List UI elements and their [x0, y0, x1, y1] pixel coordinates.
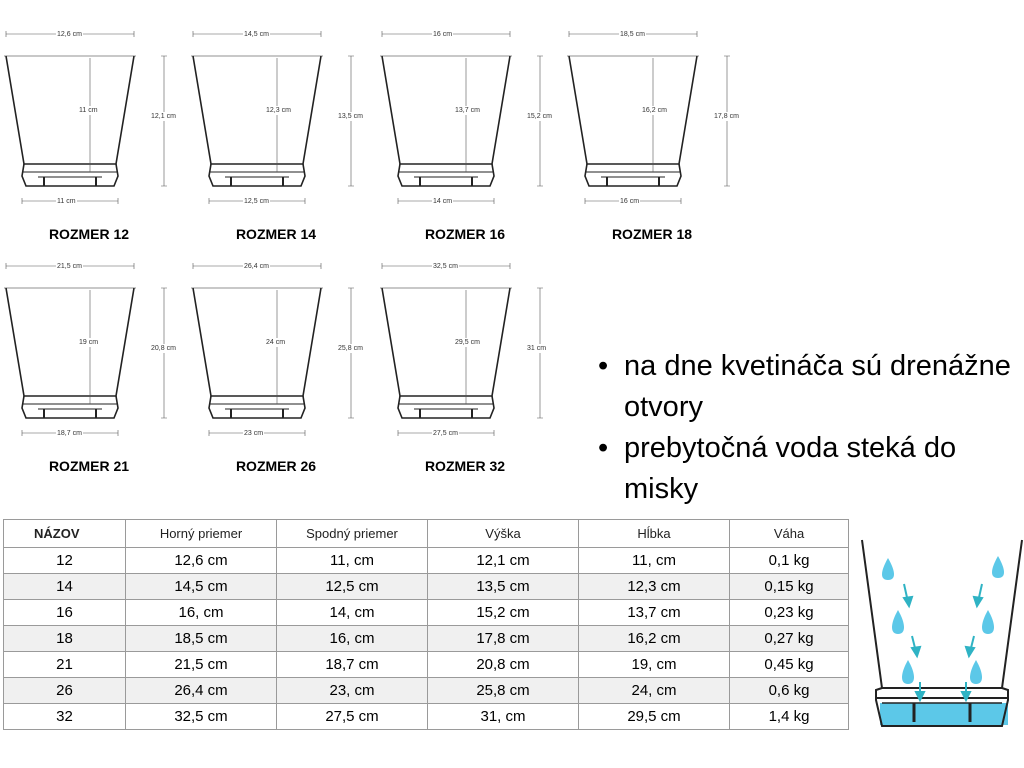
table-cell: 13,5 cm [428, 574, 579, 600]
table-header-row [4, 520, 849, 548]
table-cell: 26 [4, 678, 126, 704]
table-cell: 0,15 kg [730, 574, 849, 600]
pot-size-name: ROZMER 16 [424, 226, 506, 242]
pot-size-name: ROZMER 26 [235, 458, 317, 474]
table-cell: 26,4 cm [126, 678, 277, 704]
drainage-diagram-svg [860, 538, 1024, 734]
pot-outline-svg [380, 258, 560, 448]
pot-drawing [4, 26, 189, 266]
pot-size-name: ROZMER 14 [235, 226, 317, 242]
table-cell: 16, cm [277, 626, 428, 652]
bottom-diameter-label: 18,7 cm [57, 430, 82, 437]
table-row [4, 600, 849, 626]
height-label: 12,1 cm [151, 113, 176, 120]
table-cell: 15,2 cm [428, 600, 579, 626]
top-diameter-label: 12,6 cm [57, 31, 82, 38]
table-cell: 11, cm [277, 548, 428, 574]
table-cell: 0,1 kg [730, 548, 849, 574]
table-row [4, 574, 849, 600]
table-cell: 1,4 kg [730, 704, 849, 730]
table-cell: 14 [4, 574, 126, 600]
table-cell: 20,8 cm [428, 652, 579, 678]
pot-size-name: ROZMER 18 [611, 226, 693, 242]
table-cell: 0,45 kg [730, 652, 849, 678]
table-cell: 14,5 cm [126, 574, 277, 600]
pot-outline-svg [567, 26, 747, 216]
table-cell: 17,8 cm [428, 626, 579, 652]
table-cell: 12,1 cm [428, 548, 579, 574]
table-cell: 11, cm [579, 548, 730, 574]
depth-label: 11 cm [79, 107, 98, 114]
table-cell: 29,5 cm [579, 704, 730, 730]
water-drop-icons [882, 556, 1004, 684]
table-cell: 27,5 cm [277, 704, 428, 730]
pot-size-name: ROZMER 12 [48, 226, 130, 242]
col-header-weight: Váha [730, 520, 849, 548]
depth-label: 13,7 cm [455, 107, 480, 114]
table-row [4, 548, 849, 574]
pot-drawing [567, 26, 752, 266]
table-cell: 16 [4, 600, 126, 626]
col-header-name: NÁZOV [4, 520, 126, 548]
table-body [4, 548, 849, 730]
col-header-height: Výška [428, 520, 579, 548]
pot-drawing [380, 258, 565, 498]
table-cell: 12,5 cm [277, 574, 428, 600]
table-cell: 21,5 cm [126, 652, 277, 678]
depth-label: 24 cm [266, 339, 286, 346]
table-cell: 25,8 cm [428, 678, 579, 704]
bottom-diameter-label: 12,5 cm [244, 198, 269, 205]
bottom-diameter-label: 16 cm [620, 198, 640, 205]
table-cell: 24, cm [579, 678, 730, 704]
table-row [4, 678, 849, 704]
water-in-tray [880, 703, 1008, 725]
table-cell: 31, cm [428, 704, 579, 730]
table-row [4, 626, 849, 652]
pot-outline-svg [4, 258, 184, 448]
table-cell: 18 [4, 626, 126, 652]
col-header-top-diameter: Horný priemer [126, 520, 277, 548]
col-header-depth: Hĺbka [579, 520, 730, 548]
drainage-notes [598, 346, 1018, 510]
depth-label: 16,2 cm [642, 107, 667, 114]
table-row [4, 704, 849, 730]
table-cell: 0,6 kg [730, 678, 849, 704]
height-label: 20,8 cm [151, 345, 176, 352]
pot-size-name: ROZMER 21 [48, 458, 130, 474]
table-cell: 32,5 cm [126, 704, 277, 730]
table-row [4, 652, 849, 678]
pot-size-name: ROZMER 32 [424, 458, 506, 474]
table-cell: 18,5 cm [126, 626, 277, 652]
table-cell: 0,23 kg [730, 600, 849, 626]
size-table [3, 519, 849, 730]
arrow-icons [904, 584, 982, 700]
col-header-bottom-diameter: Spodný priemer [277, 520, 428, 548]
height-label: 15,2 cm [527, 113, 552, 120]
pot-outline-svg [191, 258, 371, 448]
top-diameter-label: 26,4 cm [244, 263, 269, 270]
table-cell: 16,2 cm [579, 626, 730, 652]
table-cell: 32 [4, 704, 126, 730]
pot-drawing [191, 258, 376, 498]
height-label: 31 cm [527, 345, 547, 352]
top-diameter-label: 18,5 cm [620, 31, 645, 38]
bottom-diameter-label: 14 cm [433, 198, 453, 205]
bottom-diameter-label: 23 cm [244, 430, 264, 437]
table-cell: 18,7 cm [277, 652, 428, 678]
table-cell: 19, cm [579, 652, 730, 678]
depth-label: 19 cm [79, 339, 99, 346]
drainage-diagram [860, 538, 1024, 734]
pot-outline-svg [4, 26, 184, 216]
pot-drawing [4, 258, 189, 498]
bullet-excess-water: • prebytočná voda steká do misky [598, 428, 1018, 510]
pot-drawing [380, 26, 565, 266]
bottom-diameter-label: 11 cm [57, 198, 76, 205]
table-cell: 16, cm [126, 600, 277, 626]
table-cell: 12,3 cm [579, 574, 730, 600]
pot-drawing [191, 26, 376, 266]
depth-label: 12,3 cm [266, 107, 291, 114]
table-cell: 13,7 cm [579, 600, 730, 626]
top-diameter-label: 32,5 cm [433, 263, 458, 270]
depth-label: 29,5 cm [455, 339, 480, 346]
top-diameter-label: 21,5 cm [57, 263, 82, 270]
height-label: 25,8 cm [338, 345, 363, 352]
table-cell: 23, cm [277, 678, 428, 704]
top-diameter-label: 16 cm [433, 31, 453, 38]
bottom-diameter-label: 27,5 cm [433, 430, 458, 437]
top-diameter-label: 14,5 cm [244, 31, 269, 38]
table-cell: 0,27 kg [730, 626, 849, 652]
table-cell: 12 [4, 548, 126, 574]
bullet-drainage-holes: • na dne kvetináča sú drenážne otvory [598, 346, 1018, 428]
pot-outline-svg [380, 26, 560, 216]
table-cell: 21 [4, 652, 126, 678]
table-cell: 14, cm [277, 600, 428, 626]
pot-outline-svg [191, 26, 371, 216]
height-label: 17,8 cm [714, 113, 739, 120]
height-label: 13,5 cm [338, 113, 363, 120]
table-cell: 12,6 cm [126, 548, 277, 574]
